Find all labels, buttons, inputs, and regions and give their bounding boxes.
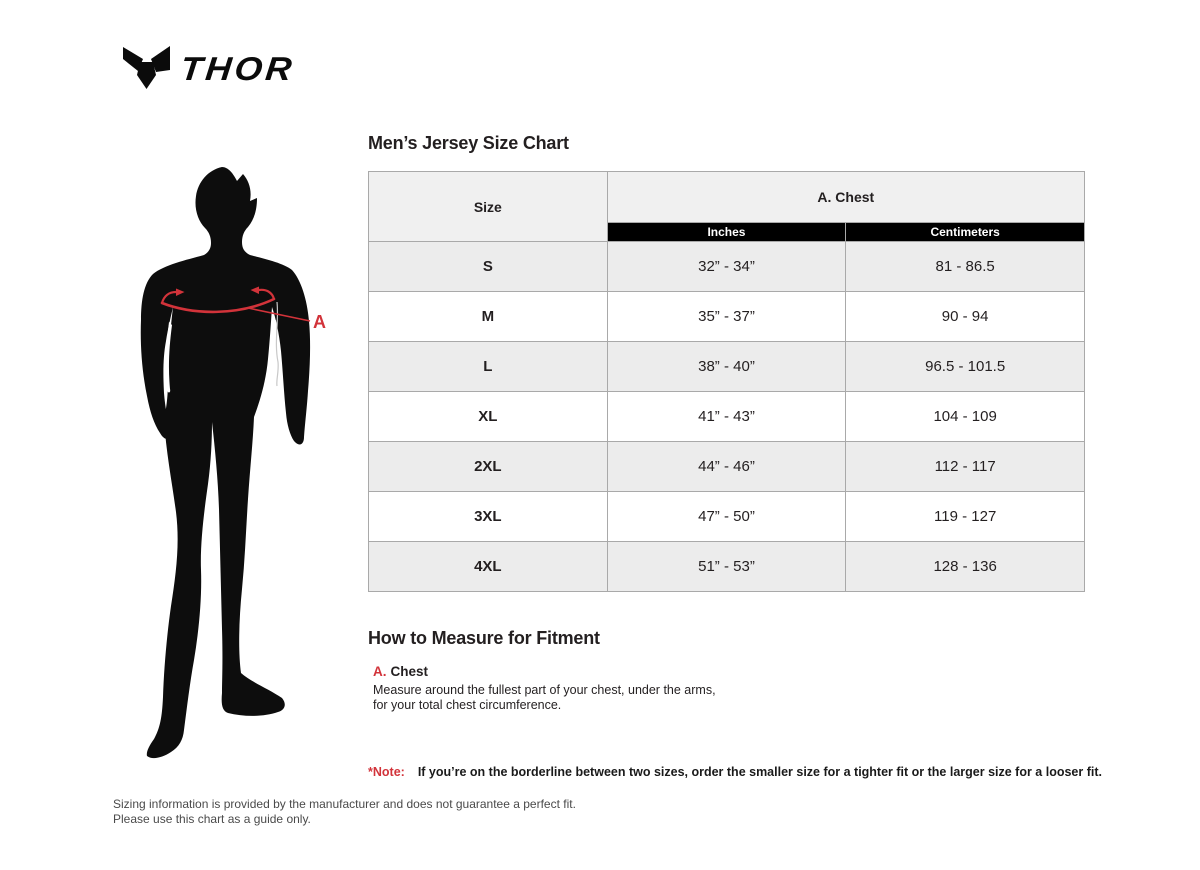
centimeters-cell: 112 - 117 [846, 442, 1085, 492]
table-row [369, 242, 1085, 292]
size-chart-table [368, 171, 1085, 592]
inches-cell: 41” - 43” [607, 392, 846, 442]
size-cell: M [369, 292, 608, 342]
note-text: If you’re on the borderline between two sizes, order the smaller size for a tighter fit or the larger size for a looser fit. [417, 765, 1102, 779]
silhouette-graphic [138, 162, 348, 762]
centimeters-cell: 128 - 136 [846, 542, 1085, 592]
content-column [368, 133, 1102, 779]
chest-group-header: A. Chest [607, 172, 1084, 223]
measure-item-label [373, 664, 1085, 679]
measure-item-chest [368, 664, 1085, 713]
size-cell: 4XL [369, 542, 608, 592]
thor-logo [123, 46, 297, 90]
sizing-note [368, 765, 1102, 779]
size-cell: 3XL [369, 492, 608, 542]
inches-cell: 47” - 50” [607, 492, 846, 542]
centimeters-cell: 104 - 109 [846, 392, 1085, 442]
note-label: *Note: [368, 765, 405, 779]
inches-cell: 38” - 40” [607, 342, 846, 392]
disclaimer-line-2: Please use this chart as a guide only. [113, 812, 311, 826]
inches-unit-header: Inches [607, 223, 846, 242]
inches-cell: 35” - 37” [607, 292, 846, 342]
male-silhouette-figure [138, 162, 348, 762]
centimeters-cell: 81 - 86.5 [846, 242, 1085, 292]
table-row [369, 442, 1085, 492]
chest-measure-label: A [313, 312, 326, 332]
measure-section-title: How to Measure for Fitment [368, 628, 600, 648]
size-cell: S [369, 242, 608, 292]
measure-description: Measure around the fullest part of your chest, under the arms, for your total chest circumference. [373, 683, 716, 712]
size-cell: 2XL [369, 442, 608, 492]
manufacturer-disclaimer [113, 797, 576, 827]
size-cell: XL [369, 392, 608, 442]
table-row [369, 342, 1085, 392]
table-row [369, 492, 1085, 542]
brand-wordmark: THOR [178, 49, 297, 87]
inches-cell: 32” - 34” [607, 242, 846, 292]
inches-cell: 44” - 46” [607, 442, 846, 492]
size-cell: L [369, 342, 608, 392]
size-column-header: Size [369, 172, 608, 242]
table-row [369, 392, 1085, 442]
size-chart-title: Men’s Jersey Size Chart [368, 133, 569, 153]
size-rows [369, 242, 1085, 592]
inches-cell: 51” - 53” [607, 542, 846, 592]
body-silhouette [141, 167, 310, 758]
table-row [369, 542, 1085, 592]
centimeters-cell: 96.5 - 101.5 [846, 342, 1085, 392]
thor-horns-icon [123, 46, 171, 90]
table-header-row [369, 172, 1085, 223]
table-row [369, 292, 1085, 342]
centimeters-unit-header: Centimeters [846, 223, 1085, 242]
centimeters-cell: 90 - 94 [846, 292, 1085, 342]
measure-key-letter: A. [373, 664, 387, 679]
disclaimer-line-1: Sizing information is provided by the manufacturer and does not guarantee a perfect fit. [113, 797, 576, 811]
centimeters-cell: 119 - 127 [846, 492, 1085, 542]
measure-key-name: Chest [390, 664, 429, 679]
